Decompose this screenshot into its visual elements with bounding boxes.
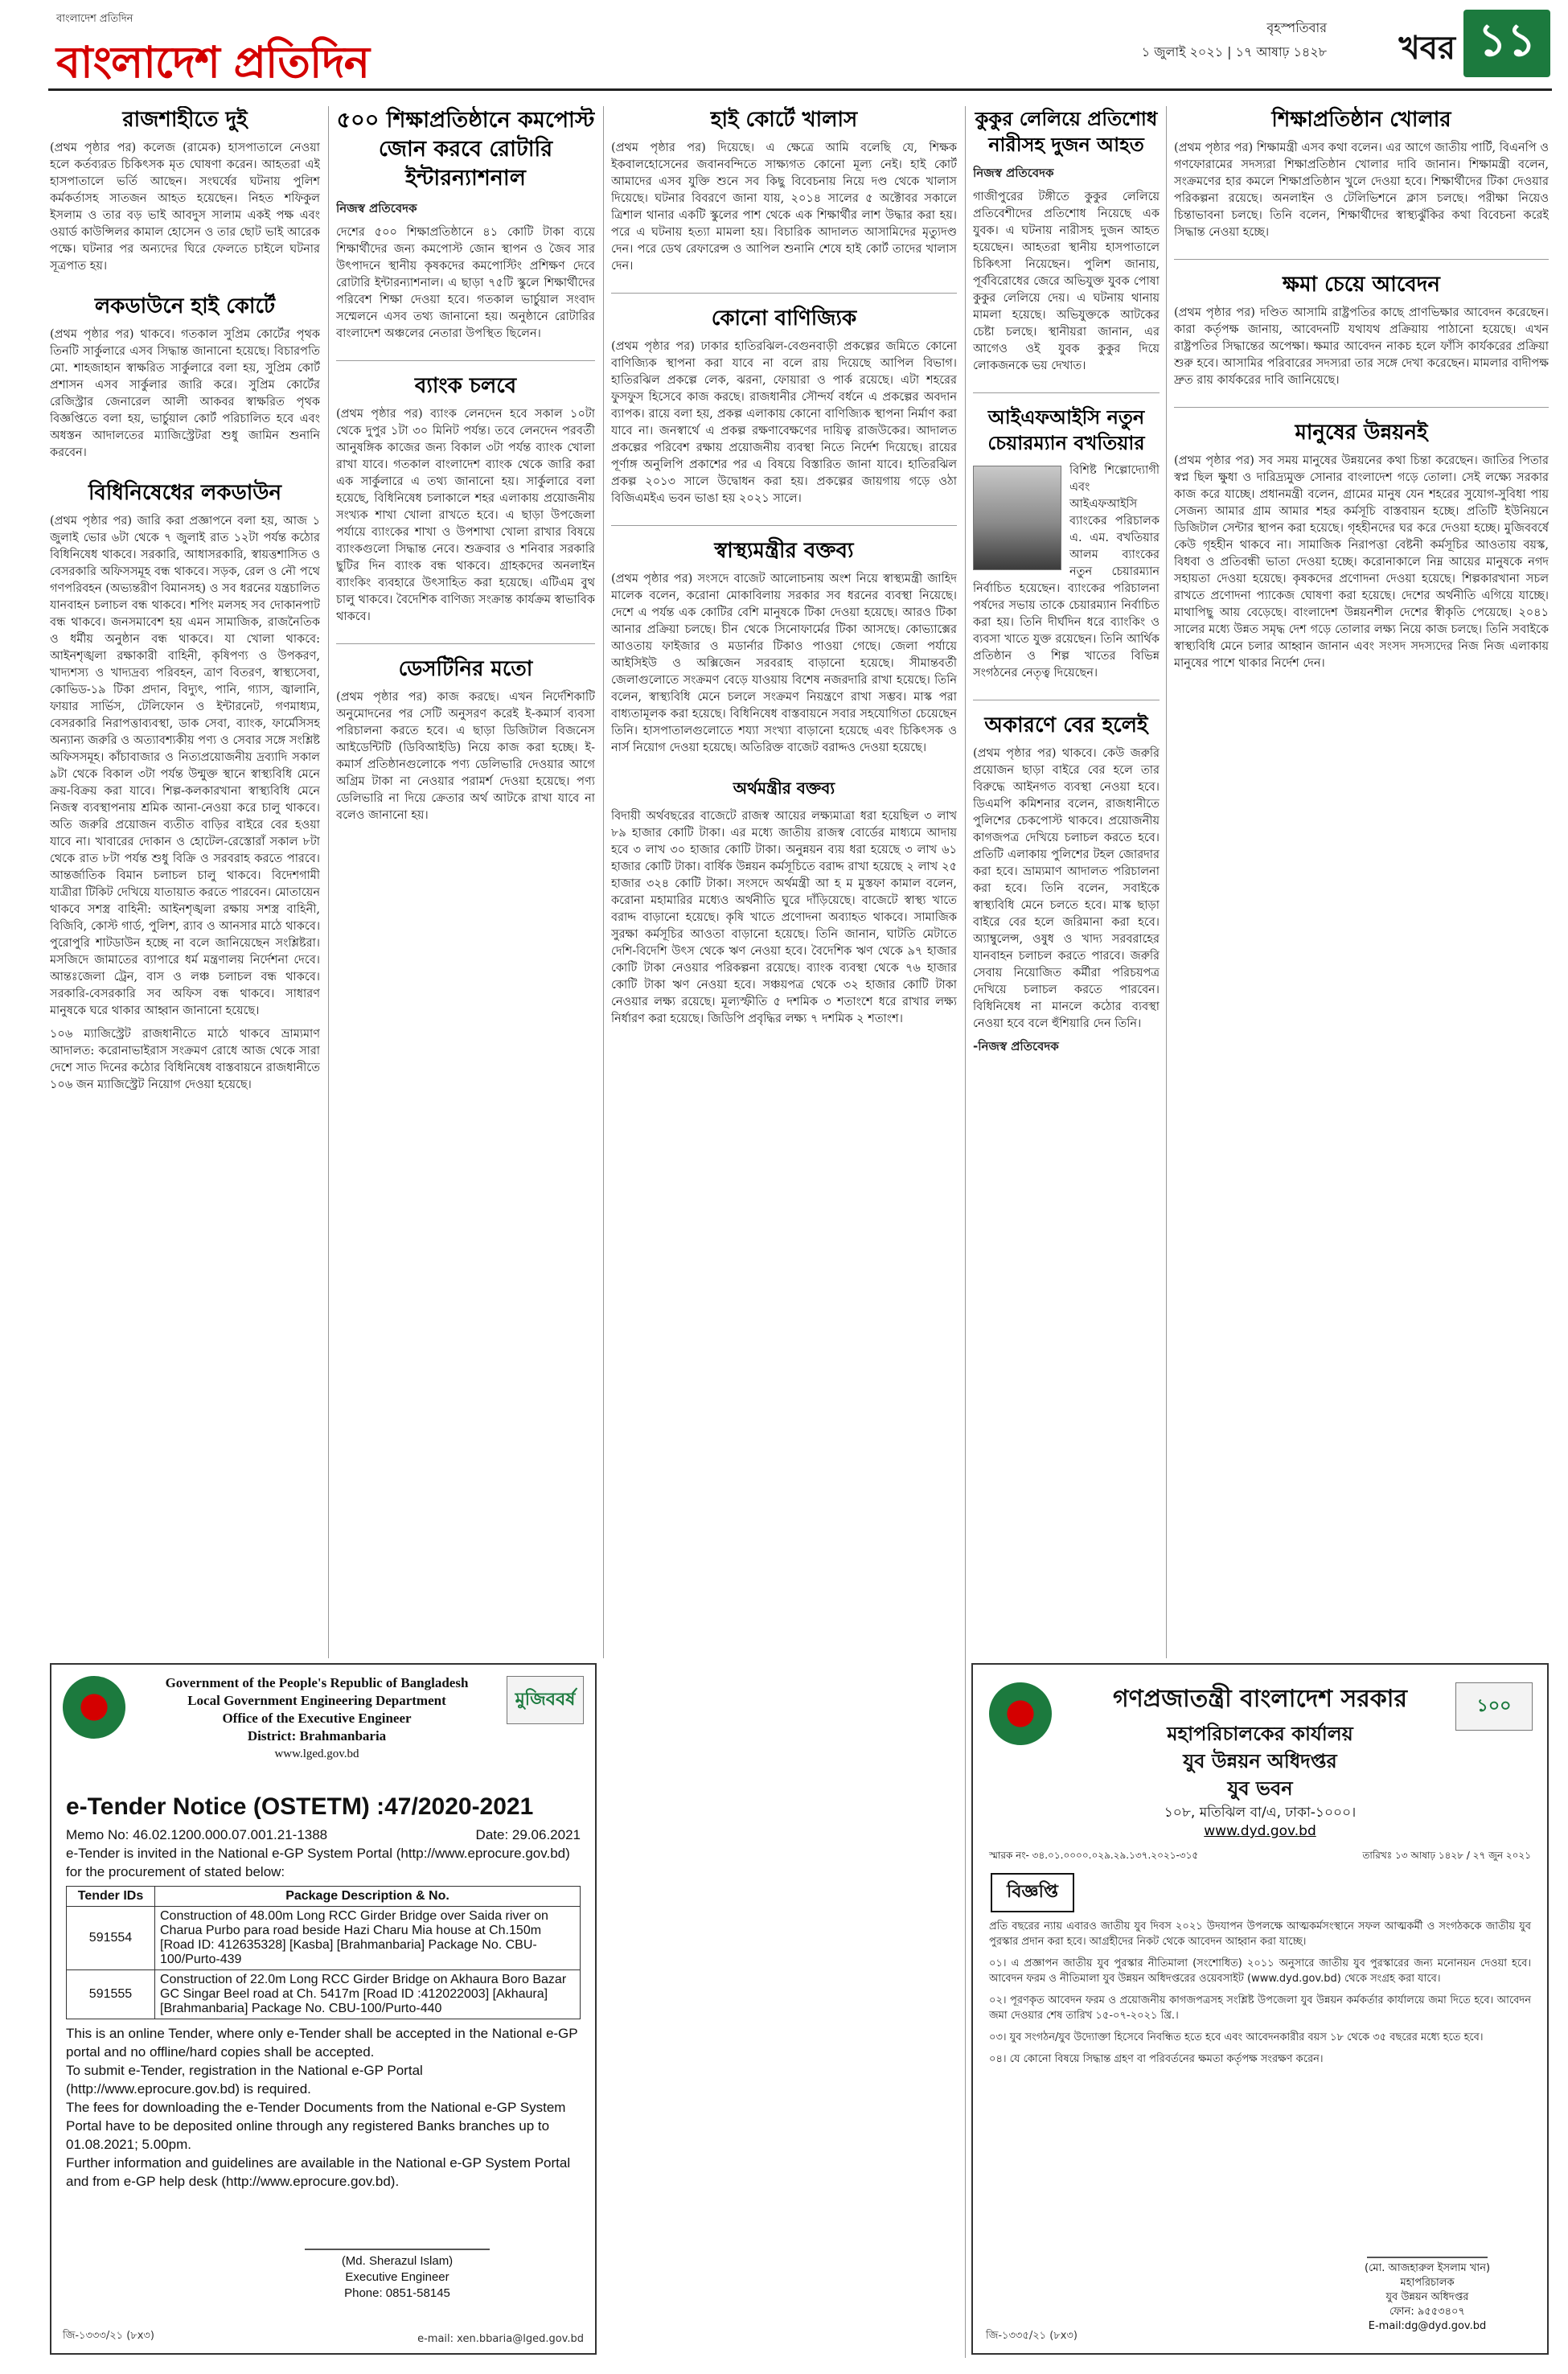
ad-email: e-mail: xen.bbaria@lged.gov.bd bbox=[417, 2333, 584, 2345]
column-3 bbox=[611, 106, 957, 1654]
article-body: গাজীপুরের টঙ্গীতে কুকুর লেলিয়ে প্রতিবেশীদের প্রতিশোধ নিয়েছে এক যুবক। এ ঘটনায় নারীসহ দুজন আহত হয়েছেন। আহতরা স্থানীয় হাসপাতালে চিকিৎসা নিয়েছেন। পুলিশ জানায়, পূর্ববিরোধের জেরে অভিযুক্ত যুবক পোষা কুকুর লেলিয়ে দেয়। এ ঘটনায় থানায় মামলা হয়েছে। অভিযুক্তকে আটকের চেষ্টা চলছে। স্থানীয়রা জানান, এর আগেও ওই যুবক কুকুর দিয়ে লোকজনকে ভয় দেখাত। bbox=[973, 191, 1160, 372]
headline: লকডাউনে হাই কোর্টে bbox=[94, 294, 276, 318]
notice-paragraph: ০১। এ প্রজ্ঞাপন জাতীয় যুব পুরস্কার নীতিমালা (সংশোধিত) ২০১১ অনুসারে জাতীয় যুব পুরস্কারের জন্য মনোনয়ন দেওয়া হবে। আবেদন ফরম ও নীতিমালা যুব উন্নয়ন অধিদপ্তরের ওয়েবসাইট (www.dyd.gov.bd) থেকে সংগ্রহ করা যাবে। bbox=[989, 1957, 1531, 1985]
tender-id: 591554 bbox=[67, 1907, 155, 1970]
signature-block bbox=[1319, 2228, 1536, 2334]
issue-date: ১ জুলাই ২০২১ | ১৭ আষাঢ় ১৪২৮ bbox=[1141, 44, 1327, 60]
section-divider bbox=[336, 643, 595, 644]
notice-paragraph: ০৪। যে কোনো বিষয়ে সিদ্ধান্ত গ্রহণ বা পরিবর্তনের ক্ষমতা কর্তৃপক্ষ সংরক্ষণ করেন। bbox=[989, 2053, 1324, 2065]
signature-image bbox=[1367, 2228, 1488, 2258]
article-body: (প্রথম পৃষ্ঠার পর) কাজ করছে। এখন নির্দেশিকাটি অনুমোদনের পর সেটি অনুসরণ করেই ই-কমার্স ব্যবসা পরিচালনা করতে হবে। এ ছাড়া ডিজিটাল বিজনেস আইডেন্টিটি (ডিবিআইডি) নিয়ে কাজ করা হচ্ছে। ই-কমার্স প্রতিষ্ঠানগুলোকে পণ্য ডেলিভারি দেওয়ার আগে অগ্রিম টাকা না নেওয়ার পরামর্শ দেওয়া হয়েছে। পণ্য ডেলিভারি না দিয়ে ক্রেতার অর্থ আটকে রাখা যাবে না বলেও জানানো হয়। bbox=[336, 691, 595, 822]
section-divider bbox=[611, 525, 957, 526]
article-body: (প্রথম পৃষ্ঠার পর) জারি করা প্রজ্ঞাপনে বলা হয়, আজ ১ জুলাই ভোর ৬টা থেকে ৭ জুলাই রাত ১২টা পর্যন্ত কঠোর বিধিনিষেধ থাকবে। সরকারি, আধাসরকারি, স্বায়ত্তশাসিত ও বেসরকারি অফিসসমূহ বন্ধ থাকবে। সড়ক, রেল ও নৌ পথে গণপরিবহন (অভ্যন্তরীণ বিমানসহ) ও সব ধরনের যন্ত্রচালিত যানবাহন চলাচল বন্ধ থাকবে। শপিং মলসহ সব দোকানপাট বন্ধ থাকবে। জনসমাবেশ হয় এমন সামাজিক, রাজনৈতিক ও ধর্মীয় অনুষ্ঠান বন্ধ থাকবে। যা খোলা থাকবে: আইনশৃঙ্খলা রক্ষাকারী বাহিনী, কৃষিপণ্য ও উপকরণ, খাদ্যশস্য ও খাদ্যদ্রব্য পরিবহন, ত্রাণ বিতরণ, স্বাস্থ্যসেবা, কোভিড-১৯ টিকা প্রদান, বিদ্যুৎ, পানি, গ্যাস, জ্বালানি, ফায়ার সার্ভিস, টেলিফোন ও ইন্টারনেট, গণমাধ্যম, বেসরকারি নিরাপত্তাব্যবস্থা, ডাক সেবা, ব্যাংক, ফার্মেসিসহ অন্যান্য জরুরি ও অত্যাবশ্যকীয় পণ্য ও সেবার সঙ্গে সংশ্লিষ্ট অফিসসমূহ। কাঁচাবাজার ও নিত্যপ্রয়োজনীয় দ্রব্যাদি সকাল ৯টা থেকে বিকাল ৩টা পর্যন্ত উন্মুক্ত স্থানে স্বাস্থ্যবিধি মেনে ক্রয়-বিক্রয় করা যাবে। শিল্প-কলকারখানা স্বাস্থ্যবিধি মেনে নিজস্ব ব্যবস্থাপনায় শ্রমিক আনা-নেওয়া করে চালু থাকবে। অতি জরুরি প্রয়োজন ব্যতীত বাড়ির বাইরে বের হওয়া যাবে না। খাবারের দোকান ও হোটেল-রেস্তোরাঁ সকাল ৮টা থেকে রাত ৮টা পর্যন্ত শুধু বিক্রি ও সরবরাহ করতে পারবে। আন্তর্জাতিক বিমান চলাচল চালু থাকবে। বিদেশগামী যাত্রীরা টিকিট দেখিয়ে যাতায়াত করতে পারবেন। মোতায়েন থাকবে সশস্ত্র বাহিনী: আইনশৃঙ্খলা রক্ষায় সশস্ত্র বাহিনী, বিজিবি, কোস্ট গার্ড, পুলিশ, র‌্যাব ও আনসার মাঠে থাকবে। পুরোপুরি শাটডাউন হচ্ছে না বলে জানিয়েছেন সংশ্লিষ্টরা। মসজিদে জামাতের ব্যাপারে ধর্ম মন্ত্রণালয় নির্দেশনা দেবে। আন্তঃজেলা ট্রেন, বাস ও লঞ্চ চলাচল বন্ধ থাকবে। সরকারি-বেসরকারি সব অফিস বন্ধ থাকবে। সাধারণ মানুষকে ঘরে থাকার আহ্বান জানানো হয়েছে। bbox=[50, 515, 320, 1017]
section-divider bbox=[1174, 259, 1549, 260]
dept-title: যুব উন্নয়ন অধিদপ্তর bbox=[1183, 1750, 1337, 1772]
notice-heading: বিজ্ঞপ্তি bbox=[991, 1873, 1074, 1912]
article-body: (প্রথম পৃষ্ঠার পর) দিয়েছে। এ ক্ষেত্রে আমি বলেছি যে, শিক্ষক ইকবালহোসেনের জবানবন্দিতে সাক্ষ্যগত কোনো মূল্য নেই। হাই কোর্ট আমাদের এসব যুক্তি শুনে সব কিছু বিবেচনায় নিয়ে দণ্ড থেকে খালাস দিয়েছে। ঘটনার বিবরণে জানা যায়, ২০১৪ সালের ৫ অক্টোবর সকালে ত্রিশাল থানার একটি স্কুলের পাশ থেকে এক শিক্ষার্থীর লাশ উদ্ধার করা হয়। পরে এ ঘটনায় হত্যা মামলা হয়। বিচারিক আদালত আসামিদের মৃত্যুদণ্ড দেন। পরে ডেথ রেফারেন্স ও আপিল শুনানি শেষে হাই কোর্ট তাদের খালাস দেন। bbox=[611, 142, 957, 273]
section-divider bbox=[973, 392, 1160, 393]
signatory-email: E-mail:dg@dyd.gov.bd bbox=[1368, 2320, 1487, 2332]
headline: কোনো বাণিজ্যিক bbox=[711, 306, 857, 331]
tender-note: Further information and guidelines are available in the National e-GP System Portal and from e-GP help desk (http://www.eprocure.gov.bd). bbox=[66, 2155, 571, 2189]
date-block bbox=[1142, 16, 1327, 64]
article-people-development[interactable] bbox=[1174, 419, 1549, 672]
signatory-phone: ফোন: ৯৫৫৩৪০৭ bbox=[1389, 2306, 1465, 2318]
headline: মানুষের উন্নয়নই bbox=[1295, 421, 1428, 445]
article-going-out[interactable] bbox=[973, 712, 1160, 1058]
tender-note: The fees for downloading the e-Tender Documents from the National e-GP System Portal have to be deposited online through any registered Banks branches up to 01.08.2021; 5.00pm. bbox=[66, 2100, 566, 2152]
article-body: (প্রথম পৃষ্ঠার পর) সব সময় মানুষের উন্নয়নের কথা চিন্তা করেছেন। জাতির পিতার স্বপ্ন ছিল ক্ষুধা ও দারিদ্র্যমুক্ত সোনার বাংলাদেশ গড়ে তোলা। সেই লক্ষ্যে সরকার কাজ করে যাচ্ছে। প্রধানমন্ত্রী বলেন, গ্রামের মানুষ যেন শহরের সুযোগ-সুবিধা পায় সেজন্য আমার গ্রাম আমার শহর কর্মসূচি বাস্তবায়ন হচ্ছে। প্রতিটি ইউনিয়নে ডিজিটাল সেন্টার স্থাপন করা হয়েছে। গৃহহীনদের ঘর করে দেওয়া হচ্ছে। মুজিববর্ষে কেউ গৃহহীন থাকবে না। সামাজিক নিরাপত্তা বেষ্টনী কর্মসূচির আওতায় বয়স্ক, বিধবা ও প্রতিবন্ধী ভাতা দেওয়া হচ্ছে। করোনাকালে নিম্ন আয়ের মানুষকে নগদ সহায়তা দেওয়া হয়েছে। কৃষকদের প্রণোদনা দেওয়া হয়েছে। শিল্পকারখানা সচল রাখতে প্রণোদনা প্যাকেজ ঘোষণা করা হয়েছে। দেশের অর্থনীতি এগিয়ে যাচ্ছে। মাথাপিছু আয় বেড়েছে। বাংলাদেশ উন্নয়নশীল দেশের স্বীকৃতি পেয়েছে। ২০৪১ সালের মধ্যে উন্নত সমৃদ্ধ দেশ গড়ে তোলার লক্ষ্য নিয়ে কাজ চলছে। তিনি সবাইকে স্বাস্থ্যবিধি মেনে চলার আহ্বান জানান এবং সংসদ সদস্যদের নিজ নিজ এলাকায় মানুষের পাশে থাকার নির্দেশ দেন। bbox=[1174, 454, 1549, 670]
tender-intro: e-Tender is invited in the National e-GP System Portal (http://www.eprocure.gov.bd) for the procurement of stated below: bbox=[66, 1846, 570, 1879]
signatory-title: মহাপরিচালক bbox=[1400, 2277, 1455, 2289]
article-body: বিশিষ্ট শিল্পোদ্যোগী এবং আইএফআইসি ব্যাংকের পরিচালক এ. এম. বখতিয়ার আলম ব্যাংকের নতুন চেয়ারম্যান নির্বাচিত হয়েছেন। ব্যাংকের পরিচালনা পর্ষদের সভায় তাকে চেয়ারম্যান নির্বাচিত করা হয়। তিনি দীর্ঘদিন ধরে ব্যাংকিং ও ব্যবসা খাতে যুক্ত রয়েছেন। তিনি আর্থিক প্রতিষ্ঠান ও শিল্প খাতের বিভিন্ন সংগঠনের নেতৃত্ব দিয়েছেন। bbox=[973, 464, 1160, 680]
signature-image bbox=[305, 2220, 490, 2250]
section-divider bbox=[1174, 407, 1549, 408]
signatory-title: Executive Engineer bbox=[345, 2270, 449, 2284]
logo-text: বাংলাদেশ প্রতিদিন bbox=[56, 37, 369, 88]
article-rotary-compost[interactable] bbox=[336, 106, 595, 343]
memo-date: তারিখঃ ১৩ আষাঢ় ১৪২৮ / ২৭ জুন ২০২১ bbox=[1362, 1850, 1531, 1861]
package-description: Construction of 48.00m Long RCC Girder Bridge over Saida river on Charua Purbo para road beside Hazi Charu Mia house at Ch.150m [Road ID: 412635328] [Kasba] [Brahmanbaria] Package No. CBU-100/Purto-439 bbox=[155, 1907, 581, 1970]
article-destiny[interactable] bbox=[336, 655, 595, 824]
address: ১০৮, মতিঝিল বা/এ, ঢাকা-১০০০। bbox=[1164, 1805, 1357, 1821]
byline: নিজস্ব প্রতিবেদক bbox=[336, 201, 417, 216]
column-1 bbox=[50, 106, 320, 1654]
column-divider bbox=[603, 106, 604, 1658]
headline: কুকুর লেলিয়ে প্রতিশোধ নারীসহ দুজন আহত bbox=[975, 108, 1158, 156]
headline: অকারণে বের হলেই bbox=[984, 713, 1148, 737]
bangladesh-emblem-icon bbox=[989, 1682, 1052, 1745]
office-title: মহাপরিচালকের কার্যালয় bbox=[1167, 1723, 1353, 1745]
masthead bbox=[0, 0, 1568, 95]
article-school-reopen[interactable] bbox=[1174, 106, 1549, 241]
mujib-year-badge: মুজিববর্ষ bbox=[507, 1676, 584, 1724]
article-body: বিদায়ী অর্থবছরের বাজেটে রাজস্ব আয়ের লক্ষ্যমাত্রা ধরা হয়েছিল ৩ লাখ ৮৯ হাজার কোটি টাকা। এর মধ্যে জাতীয় রাজস্ব বোর্ডের মাধ্যমে আদায় হবে ৩ লাখ ৩০ হাজার কোটি টাকা। অনুন্নয়ন ব্যয় ধরা হয়েছে ৩ লাখ ৬১ হাজার কোটি টাকা। বার্ষিক উন্নয়ন কর্মসূচিতে বরাদ্দ রাখা হয়েছে ২ লাখ ২৫ হাজার ৩২৪ কোটি টাকা। সংসদে অর্থমন্ত্রী আ হ ম মুস্তফা কামাল বলেন, করোনা মহামারির মধ্যেও অর্থনীতি ঘুরে দাঁড়িয়েছে। বাজেটে স্বাস্থ্য খাতে বরাদ্দ বাড়ানো হয়েছে। কৃষি খাতে প্রণোদনা অব্যাহত থাকবে। সামাজিক সুরক্ষা কর্মসূচির আওতা বাড়ানো হয়েছে। তিনি জানান, ঘাটতি মেটাতে দেশি-বিদেশি উৎস থেকে ঋণ নেওয়া হবে। বৈদেশিক ঋণ থেকে ৯৭ হাজার কোটি টাকা নেওয়ার পরিকল্পনা রয়েছে। ব্যাংক ব্যবস্থা থেকে ৭৬ হাজার কোটি টাকা ঋণ নেওয়া হবে। সঞ্চয়পত্র থেকে ৩২ হাজার কোটি টাকা নেওয়ার লক্ষ্য রয়েছে। মূল্যস্ফীতি ৫ দশমিক ৩ শতাংশে ধরে রাখার লক্ষ্য নির্ধারণ করা হয়েছে। জিডিপি প্রবৃদ্ধির লক্ষ্য ৭ দশমিক ২ শতাংশ। bbox=[611, 810, 957, 1025]
bangladesh-emblem-icon bbox=[63, 1676, 125, 1739]
article-health-minister[interactable] bbox=[611, 537, 957, 757]
headline: ক্ষমা চেয়ে আবেদন bbox=[1283, 273, 1440, 297]
page-number: ১১ bbox=[1463, 10, 1550, 77]
headline: অর্থমন্ত্রীর বক্তব্য bbox=[733, 778, 835, 798]
article-body: (প্রথম পৃষ্ঠার পর) ঢাকার হাতিরঝিল-বেগুনবাড়ী প্রকল্পের জমিতে কোনো বাণিজ্যিক স্থাপনা করা যাবে না বলে রায় দিয়েছে আপিল বিভাগ। হাতিরঝিল প্রকল্পে লেক, ঝরনা, ফোয়ারা ও পার্ক রয়েছে। এটা শহরের ফুসফুস হিসেবে কাজ করছে। রাজধানীর সৌন্দর্য বর্ধনে এ প্রকল্পের অবদান ব্যাপক। রায়ে বলা হয়, প্রকল্প এলাকায় কোনো বাণিজ্যিক স্থাপনা নির্মাণ করা যাবে না। জনস্বার্থে এ প্রকল্প রক্ষণাবেক্ষণের দায়িত্ব রাজউকের। আদালত প্রকল্পের পরিবেশ রক্ষায় প্রয়োজনীয় ব্যবস্থা নিতে নির্দেশ দিয়েছে। রায়ের পূর্ণাঙ্গ অনুলিপি প্রকাশের পর এ বিষয়ে বিস্তারিত জানা যাবে। হাতিরঝিল প্রকল্প ২০১৩ সালে উদ্বোধন করা হয়। প্রকল্পের জায়গায় গড়ে ওঠা বিজিএমইএ ভবন ভাঙা হয় ২০২১ সালে। bbox=[611, 340, 957, 505]
article-high-court-lockdown[interactable] bbox=[50, 293, 320, 462]
signatory-dept: যুব উন্নয়ন অধিদপ্তর bbox=[1385, 2291, 1469, 2303]
headline: আইএফআইসি নতুন চেয়ারম্যান বখতিয়ার bbox=[987, 406, 1145, 454]
column-4 bbox=[973, 106, 1160, 1654]
gov-line: Government of the People's Republic of Bangladesh bbox=[165, 1675, 469, 1690]
headline: শিক্ষাপ্রতিষ্ঠান খোলার bbox=[1271, 108, 1451, 132]
headline: বিধিনিষেধের লকডাউন bbox=[88, 481, 282, 505]
headline: রাজশাহীতে দুই bbox=[122, 108, 248, 132]
ad-content bbox=[51, 1787, 595, 2191]
column-5 bbox=[1174, 106, 1549, 1654]
ad-header bbox=[132, 1674, 502, 1763]
table-row bbox=[67, 1970, 581, 2019]
headline: ডেসটিনির মতো bbox=[398, 657, 533, 681]
office-line: Office of the Executive Engineer bbox=[222, 1711, 412, 1726]
article-restrictions-lockdown[interactable] bbox=[50, 479, 320, 1094]
website-link[interactable]: www.lged.gov.bd bbox=[274, 1748, 359, 1760]
masthead-divider bbox=[48, 88, 1552, 91]
signatory-phone: Phone: 0851-58145 bbox=[344, 2286, 450, 2300]
section-divider bbox=[611, 293, 957, 294]
gov-title: গণপ্রজাতন্ত্রী বাংলাদেশ সরকার bbox=[1113, 1685, 1407, 1713]
article-high-court-acquittal[interactable] bbox=[611, 106, 957, 275]
headline: হাই কোর্টে খালাস bbox=[710, 108, 858, 132]
dept-line: Local Government Engineering Department bbox=[187, 1693, 446, 1708]
district-line: District: Brahmanbaria bbox=[247, 1728, 387, 1744]
article-bank-open[interactable] bbox=[336, 372, 595, 626]
lged-tender-ad[interactable] bbox=[50, 1663, 597, 2355]
memo-row bbox=[51, 1826, 595, 1844]
article-finance-minister[interactable] bbox=[611, 774, 957, 1028]
memo-date: Date: 29.06.2021 bbox=[475, 1827, 581, 1842]
logo-tagline: বাংলাদেশ প্রতিদিন bbox=[56, 13, 133, 25]
column-divider bbox=[1166, 106, 1167, 1658]
signature-block bbox=[277, 2220, 518, 2302]
article-ific-chairman[interactable] bbox=[973, 405, 1160, 682]
article-body: (প্রথম পৃষ্ঠার পর) দণ্ডিত আসামি রাষ্ট্রপতির কাছে প্রাণভিক্ষার আবেদন করেছেন। কারা কর্তৃপক্ষ জানায়, আবেদনটি যথাযথ প্রক্রিয়ায় পাঠানো হয়েছে। এখন রাষ্ট্রপতির সিদ্ধান্তের অপেক্ষা। ক্ষমার আবেদন নাকচ হলে ফাঁসি কার্যকরের প্রক্রিয়া শুরু হবে। আসামির পরিবারের সদস্যরা তার সঙ্গে দেখা করেছেন। মামলার বাদীপক্ষ দ্রুত রায় কার্যকরের দাবি জানিয়েছে। bbox=[1174, 306, 1549, 387]
dyd-notice-ad[interactable] bbox=[971, 1663, 1549, 2355]
article-mercy-plea[interactable] bbox=[1174, 271, 1549, 389]
section-label: খবর bbox=[1398, 30, 1455, 67]
article-rajshahi[interactable] bbox=[50, 106, 320, 275]
column-divider bbox=[965, 106, 966, 2358]
column-header: Tender IDs bbox=[67, 1887, 155, 1907]
notice-paragraph: ০২। পূরণকৃত আবেদন ফরম ও প্রয়োজনীয় কাগজপত্রসহ সংশ্লিষ্ট উপজেলা যুব উন্নয়ন কর্মকর্তার কার্যালয়ে জমা দিতে হবে। আবেদন জমা দেওয়ার শেষ তারিখ ১৫-০৭-২০২১ খ্রি.। bbox=[989, 1994, 1531, 2022]
article-body: (প্রথম পৃষ্ঠার পর) সংসদে বাজেট আলোচনায় অংশ নিয়ে স্বাস্থ্যমন্ত্রী জাহিদ মালেক বলেন, করোনা মোকাবিলায় সরকার সব ধরনের ব্যবস্থা নিয়েছে। দেশে এ পর্যন্ত এক কোটির বেশি মানুষকে টিকা দেওয়া হয়েছে। আরও টিকা আনার প্রক্রিয়া চলছে। চীন থেকে সিনোফার্মের টিকা আসছে। কোভ্যাক্সের আওতায় ফাইজার ও মডার্নার টিকাও পাওয়া গেছে। জেলা পর্যায়ে আইসিইউ ও অক্সিজেন সরবরাহ বাড়ানো হয়েছে। সীমান্তবর্তী জেলাগুলোতে সংক্রমণ বেড়ে যাওয়ায় বিশেষ নজরদারি রাখা হয়েছে। তিনি বলেন, স্বাস্থ্যবিধি মেনে চললে সংক্রমণ নিয়ন্ত্রণে রাখা সম্ভব। মাস্ক পরা বাধ্যতামূলক করা হয়েছে। বিধিনিষেধ বাস্তবায়নে সবার সহযোগিতা চেয়েছেন তিনি। হাসপাতালগুলোতে শয্যা সংখ্যা বাড়ানো হয়েছে এবং চিকিৎসক ও নার্স নিয়োগ দেওয়া হয়েছে। অতিরিক্ত বাজেট বরাদ্দও দেওয়া হয়েছে। bbox=[611, 573, 957, 754]
portrait-photo bbox=[973, 466, 1061, 570]
table-row bbox=[67, 1907, 581, 1970]
ad-code: জি-১৩৩৫/২১ (৮x৩) bbox=[986, 2330, 1077, 2342]
article-body: (প্রথম পৃষ্ঠার পর) ব্যাংক লেনদেন হবে সকাল ১০টা থেকে দুপুর ১টা ৩০ মিনিট পর্যন্ত। তবে লেনদেন পরবর্তী আনুষঙ্গিক কাজের জন্য বিকাল ৩টা পর্যন্ত ব্যাংক খোলা রাখা যাবে। গতকাল বাংলাদেশ ব্যাংক থেকে জারি করা এক সার্কুলারে এ তথ্য জানানো হয়। সার্কুলারে বলা হয়েছে, বিধিনিষেধ চলাকালে শহর এলাকায় প্রয়োজনীয় সংখ্যক শাখা খোলা রাখতে হবে। এ ছাড়া উপজেলা পর্যায়ে ব্যাংকের শাখা ও উপশাখা খোলা রাখার বিষয়ে ব্যাংকগুলো সিদ্ধান্ত নেবে। শুক্রবার ও শনিবার সরকারি ছুটির দিন ব্যাংক বন্ধ থাকবে। গ্রাহকদের অনলাইন ব্যাংকিং ব্যবহারে উৎসাহিত করা হয়েছে। এটিএম বুথ চালু থাকবে। বৈদেশিক বাণিজ্য সংক্রান্ত কার্যক্রম স্বাভাবিক থাকবে। bbox=[336, 408, 595, 623]
mujib-year-badge: ১০০ bbox=[1455, 1682, 1533, 1731]
tender-id: 591555 bbox=[67, 1970, 155, 2019]
article-body: দেশের ৫০০ শিক্ষাপ্রতিষ্ঠানে ৪১ কোটি টাকা ব্যয়ে শিক্ষার্থীদের জন্য কমপোস্ট জোন স্থাপন ও জৈব সার উৎপাদনে স্থানীয় কৃষকদের কমপোস্টিং প্রশিক্ষণ দেবে রোটারি ইন্টারন্যাশনাল। এ ছাড়া ৭৫টি স্কুলে শিক্ষার্থীদের পরিবেশ শিক্ষা দেওয়া হবে। গতকাল ভার্চুয়াল সংবাদ সম্মেলনে এসব তথ্য জানানো হয়। অনুষ্ঠানে রোটারির বাংলাদেশ অঞ্চলের নেতারা উপস্থিত ছিলেন। bbox=[336, 226, 595, 340]
notice-paragraph: ০৩। যুব সংগঠন/যুব উদ্যোক্তা হিসেবে নিবন্ধিত হতে হবে এবং আবেদনকারীর বয়স ১৮ থেকে ৩৫ বছরের মধ্যে হতে হবে। bbox=[989, 2031, 1484, 2043]
byline: -নিজস্ব প্রতিবেদক bbox=[973, 1039, 1059, 1054]
section-divider bbox=[336, 360, 595, 361]
table-header-row bbox=[67, 1887, 581, 1907]
column-header: Package Description & No. bbox=[155, 1887, 581, 1907]
column-divider bbox=[328, 106, 329, 1658]
package-description: Construction of 22.0m Long RCC Girder Bridge on Akhaura Boro Bazar GC Singar Beel road at Ch. 5417m [Road ID :412022003] [Akhaura] [Brahmanbaria] Package No. CBU-100/Purto-440 bbox=[155, 1970, 581, 2019]
memo-row bbox=[973, 1839, 1547, 1865]
tender-table bbox=[66, 1886, 581, 2019]
headline: ব্যাংক চলবে bbox=[414, 374, 517, 398]
article-dog-attack[interactable] bbox=[973, 106, 1160, 375]
building-title: যুব ভবন bbox=[1227, 1777, 1293, 1800]
article-body: (প্রথম পৃষ্ঠার পর) শিক্ষামন্ত্রী এসব কথা বলেন। এর আগে জাতীয় পার্টি, বিএনপি ও গণফোরামের সদস্যরা শিক্ষাপ্রতিষ্ঠান খোলার দাবি জানান। শিক্ষামন্ত্রী বলেন, সংক্রমণের হার কমলে শিক্ষাপ্রতিষ্ঠান খুলে দেওয়া হবে। শিক্ষার্থীদের টিকা দেওয়ার পরিকল্পনা রয়েছে। অনলাইন ও টেলিভিশনে ক্লাস চলছে। পরীক্ষা নিয়েও চিন্তাভাবনা চলছে। তিনি বলেন, শিক্ষার্থীদের স্বাস্থ্যঝুঁকির কথা বিবেচনা করেই সিদ্ধান্ত নেওয়া হচ্ছে। bbox=[1174, 142, 1549, 239]
article-body: (প্রথম পৃষ্ঠার পর) থাকবে। গতকাল সুপ্রিম কোর্টের পৃথক তিনটি সার্কুলারে এসব সিদ্ধান্ত জানানো হয়েছে। বিচারপতি মো. শাহজাহান স্বাক্ষরিত সার্কুলারে বলা হয়, সুপ্রিম কোর্ট প্রশাসন এসব সার্কুলার জারি করে। সুপ্রিম কোর্টের রেজিস্ট্রার জেনারেল আলী আকবর স্বাক্ষরিত পৃথক বিজ্ঞপ্তিতে বলা হয়, ভার্চুয়াল কোর্ট পরিচালিত হবে এবং অধস্তন আদালতের ম্যাজিস্ট্রেটরা শুধু জামিন শুনানি করবেন। bbox=[50, 328, 320, 459]
headline: ৫০০ শিক্ষাপ্রতিষ্ঠানে কমপোস্ট জোন করবে রোটারি ইন্টারন্যাশনাল bbox=[336, 108, 595, 191]
article-body: (প্রথম পৃষ্ঠার পর) থাকবে। কেউ জরুরি প্রয়োজন ছাড়া বাইরে বের হলে তার বিরুদ্ধে আইনগত ব্যবস্থা নেওয়া হবে। ডিএমপি কমিশনার বলেন, রাজধানীতে পুলিশের চেকপোস্ট থাকবে। প্রয়োজনীয় কাগজপত্র দেখিয়ে চলাচল করতে হবে। প্রতিটি এলাকায় পুলিশের টহল জোরদার করা হবে। ভ্রাম্যমাণ আদালত পরিচালনা করা হবে। তিনি বলেন, সবাইকে স্বাস্থ্যবিধি মেনে চলতে হবে। মাস্ক ছাড়া বাইরে বের হলে জরিমানা করা হবে। অ্যাম্বুলেন্স, ওষুধ ও খাদ্য সরবরাহের যানবাহন চলাচল করতে পারবে। জরুরি সেবায় নিয়োজিত কর্মীরা পরিচয়পত্র দেখিয়ে চলাচল করতে পারবেন। বিধিনিষেধ না মানলে কঠোর ব্যবস্থা নেওয়া হবে বলে হুঁশিয়ারি দেন তিনি। bbox=[973, 747, 1160, 1030]
column-2 bbox=[336, 106, 595, 1654]
newspaper-logo[interactable] bbox=[56, 11, 394, 88]
memo-number: স্মারক নং- ৩৪.০১.০০০০.০২৯.২৯.১৩৭.২০২১-৩১৫ bbox=[989, 1850, 1199, 1861]
tender-note: To submit e-Tender, registration in the National e-GP Portal (http://www.eprocure.gov.bd) is required. bbox=[66, 2063, 423, 2097]
article-body-tail: ১০৬ ম্যাজিস্ট্রেট রাজধানীতে মাঠে থাকবে ভ্রাম্যমাণ আদালত: করোনাভাইরাস সংক্রমণ রোধে আজ থেকে সারা দেশে সাত দিনের কঠোর বিধিনিষেধ বাস্তবায়নে রাজধানীতে ১০৬ জন ম্যাজিস্ট্রেট নিয়োগ দেওয়া হয়েছে। bbox=[50, 1028, 320, 1091]
website-link[interactable]: www.dyd.gov.bd bbox=[1204, 1823, 1316, 1839]
signatory-name: (Md. Sherazul Islam) bbox=[341, 2254, 454, 2268]
byline: নিজস্ব প্রতিবেদক bbox=[973, 166, 1054, 180]
article-body: (প্রথম পৃষ্ঠার পর) কলেজ (রামেক) হাসপাতালে নেওয়া হলে কর্তব্যরত চিকিৎসক মৃত ঘোষণা করেন। আহতরা এই হাসপাতালে ভর্তি আছেন। সংঘর্ষের ঘটনায় পুলিশ কর্মকর্তাসহ সাতজন আহত হয়েছেন। নিহত শফিকুল ইসলাম ও তার বড় ভাই আবদুস সালাম একই পক্ষ এবং ওয়ার্ড কাউন্সিলর কামাল হোসেন ও তার ছোট ভাই আরেক পক্ষে। ঘটনার পর অন্যদের ঘিরে ফেলতে চাইলে ঘটনার সূত্রপাত হয়। bbox=[50, 142, 320, 273]
ad-code: জি-১৩৩৩/২১ (৮x৩) bbox=[63, 2330, 154, 2342]
memo-number: Memo No: 46.02.1200.000.07.001.21-1388 bbox=[66, 1827, 328, 1842]
notice-paragraph: প্রতি বছরের ন্যায় এবারও জাতীয় যুব দিবস ২০২১ উদযাপন উপলক্ষে আত্মকর্মসংস্থানে সফল আত্মকর্মী ও সংগঠককে জাতীয় যুব পুরস্কার প্রদান করা হবে। আগ্রহীদের নিকট থেকে আবেদন আহ্বান করা যাচ্ছে। bbox=[989, 1920, 1531, 1948]
tender-note: This is an online Tender, where only e-Tender shall be accepted in the National e-GP portal and no offline/hard copies shall be accepted. bbox=[66, 2026, 578, 2060]
weekday: বৃহস্পতিবার bbox=[1266, 20, 1327, 35]
article-hatirjheel[interactable] bbox=[611, 305, 957, 507]
signatory-name: (মো. আজহারুল ইসলাম খান) bbox=[1364, 2262, 1491, 2274]
headline: স্বাস্থ্যমন্ত্রীর বক্তব্য bbox=[714, 539, 854, 563]
tender-title: e-Tender Notice (OSTETM) :47/2020-2021 bbox=[66, 1793, 534, 1820]
